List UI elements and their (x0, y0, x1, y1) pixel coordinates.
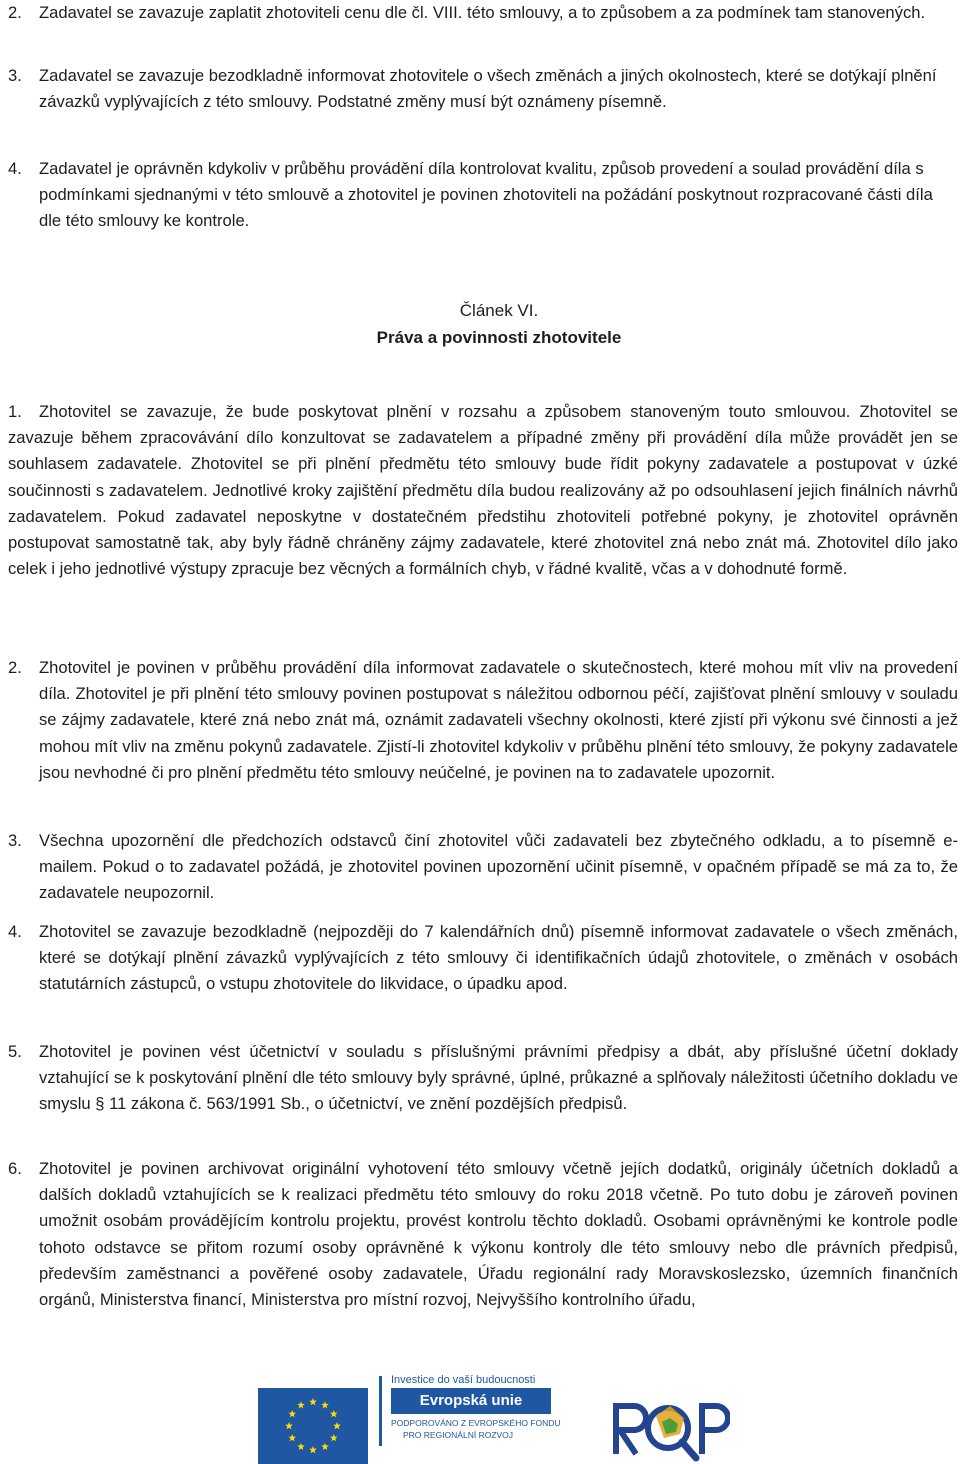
item-number: 6. (8, 1159, 22, 1178)
paragraph-number: 4. (8, 159, 22, 178)
eu-fund-line-2: PRO REGIONÁLNÍ ROZVOJ (403, 1430, 514, 1440)
item-text: Zhotovitel se zavazuje bezodkladně (nejpozději do 7 kalendářních dnů) písemně informovat zadavatele o všech změnách, které se dotýkají plnění závazků vyplývajících z této smlouvy či identifikačních údajů zhotovitele, o změnách v osobách statutárních zástupců, o vstupu zhotovitele do likvidace, o úpadku apod. (39, 922, 958, 994)
item-text: Zhotovitel se zavazuje, že bude poskytovat plnění v rozsahu a způsobem stanoveným touto smlouvou. Zhotovitel se zavazuje během zpracovávání dílo konzultovat se zadavatelem a případné změny při provádění díla může provádět jen se souhlasem zadavatele. Zhotovitel se při plnění předmětu této smlouvy bude řídit pokyny zadavatele a postupovat v úzké součinnosti s zadavatelem. Jednotlivé kroky zajištění předmětu díla budou realizovány až po odsouhlasení jejich finálních návrhů zadavatelem. Pokud zadavatel neposkytne v dostatečném předstihu zhotoviteli potřebné pokyny, je zhotovitel oprávněn postupovat samostatně tak, aby byly řádně chráněny zájmy zadavatele, které zhotovitel zná nebo znát má. Zhotovitel dílo jako celek i jeho jednotlivé výstupy zpracuje bez věcných a formálních chyb, v řádné kvalitě, včas a v dohodnuté formě. (8, 402, 958, 579)
rop-logo (610, 1376, 730, 1464)
item-number: 2. (8, 658, 22, 677)
item-text: Zhotovitel je povinen vést účetnictví v souladu s příslušnými právními předpisy a dbát, aby příslušné účetní doklady vztahující se k poskytování plnění dle této smlouvy byly správné, úplné, průkazné a splňovaly náležitosti účetního dokladu ve smyslu § 11 zákona č. 563/1991 Sb., o účetnictví, ve znění pozdějších předpisů. (39, 1042, 958, 1114)
paragraph-text: Zadavatel se zavazuje bezodkladně informovat zhotovitele o všech změnách a jiných okolnostech, které se dotýkají plnění závazků vyplývajících z této smlouvy. Podstatné změny musí být oznámeny písemně. (39, 66, 937, 112)
paragraph-number: 3. (8, 66, 22, 85)
item-number: 4. (8, 922, 22, 941)
item-text: Všechna upozornění dle předchozích odstavců činí zhotovitel vůči zadavateli bez zbytečného odkladu, a to písemně e-mailem. Pokud o to zadavatel požádá, je zhotovitel povinen upozornění učinit písemně, v opačném případě se má za to, že zadavatele neupozornil. (39, 831, 958, 903)
paragraph-text: Zadavatel se zavazuje zaplatit zhotoviteli cenu dle čl. VIII. této smlouvy, a to způsobem a za podmínek tam stanovených. (39, 3, 926, 22)
eu-flag-icon (258, 1388, 368, 1464)
eu-title: Evropská unie (391, 1388, 551, 1414)
item-text: Zhotovitel je povinen v průběhu provádění díla informovat zadavatele o skutečnostech, které mohou mít vliv na provedení díla. Zhotovitel je při plnění této smlouvy povinen postupovat s náležitou odbornou péčí, zajišťovat plnění smlouvy v souladu se zájmy zadavatele, které zná nebo znát má, oznámit zadavateli všechny okolnosti, které zjistí při výkonu své činnosti a jež mohou mít vliv na změnu pokynů zadavatele. Zjistí-li zhotovitel kdykoliv v průběhu plnění této smlouvy, že pokyny zadavatele jsou nevhodné či pro plnění předmětu této smlouvy neúčelné, je povinen na to zadavatele upozornit. (39, 658, 958, 782)
eu-logo-bar (379, 1376, 382, 1446)
item-number: 1. (8, 402, 22, 421)
item-number: 5. (8, 1042, 22, 1061)
article-number: Článek VI. (459, 301, 539, 320)
item-text: Zhotovitel je povinen archivovat originální vyhotovení této smlouvy včetně jejích dodatků, originály účetních dokladů a dalších dokladů vztahujících se k realizaci předmětu této smlouvy do roku 2018 včetně. Po tuto dobu je zároveň povinen umožnit osobám provádějícím kontrolu projektu, provést kontrolu těchto dokladů. Osobami oprávněnými ke kontrole podle tohoto odstavce se přitom rozumí osoby oprávněné k výkonu kontroly dle této smlouvy nebo dle právních předpisů, především zaměstnanci a pověřené osoby zadavatele, Úřadu regionální rady Moravskoslezsko, územních finančních orgánů, Ministerstva financí, Ministerstva pro místní rozvoj, Nejvyššího kontrolního úřadu, (39, 1159, 958, 1310)
article-title: Práva a povinnosti zhotovitele (376, 328, 622, 347)
eu-logo (379, 1368, 589, 1464)
eu-fund-line: PODPOROVÁNO Z EVROPSKÉHO FONDU (391, 1418, 561, 1428)
item-number: 3. (8, 831, 22, 850)
paragraph-text: Zadavatel je oprávněn kdykoliv v průběhu provádění díla kontrolovat kvalitu, způsob provedení a soulad provádění díla s podmínkami sjednanými v této smlouvě a zhotovitel je povinen zhotoviteli na požádání poskytnout rozpracované části díla dle této smlouvy ke kontrole. (39, 159, 933, 231)
eu-slogan: Investice do vaší budoucnosti (391, 1374, 536, 1386)
footer-logos (0, 1368, 960, 1464)
paragraph-number: 2. (8, 3, 22, 22)
